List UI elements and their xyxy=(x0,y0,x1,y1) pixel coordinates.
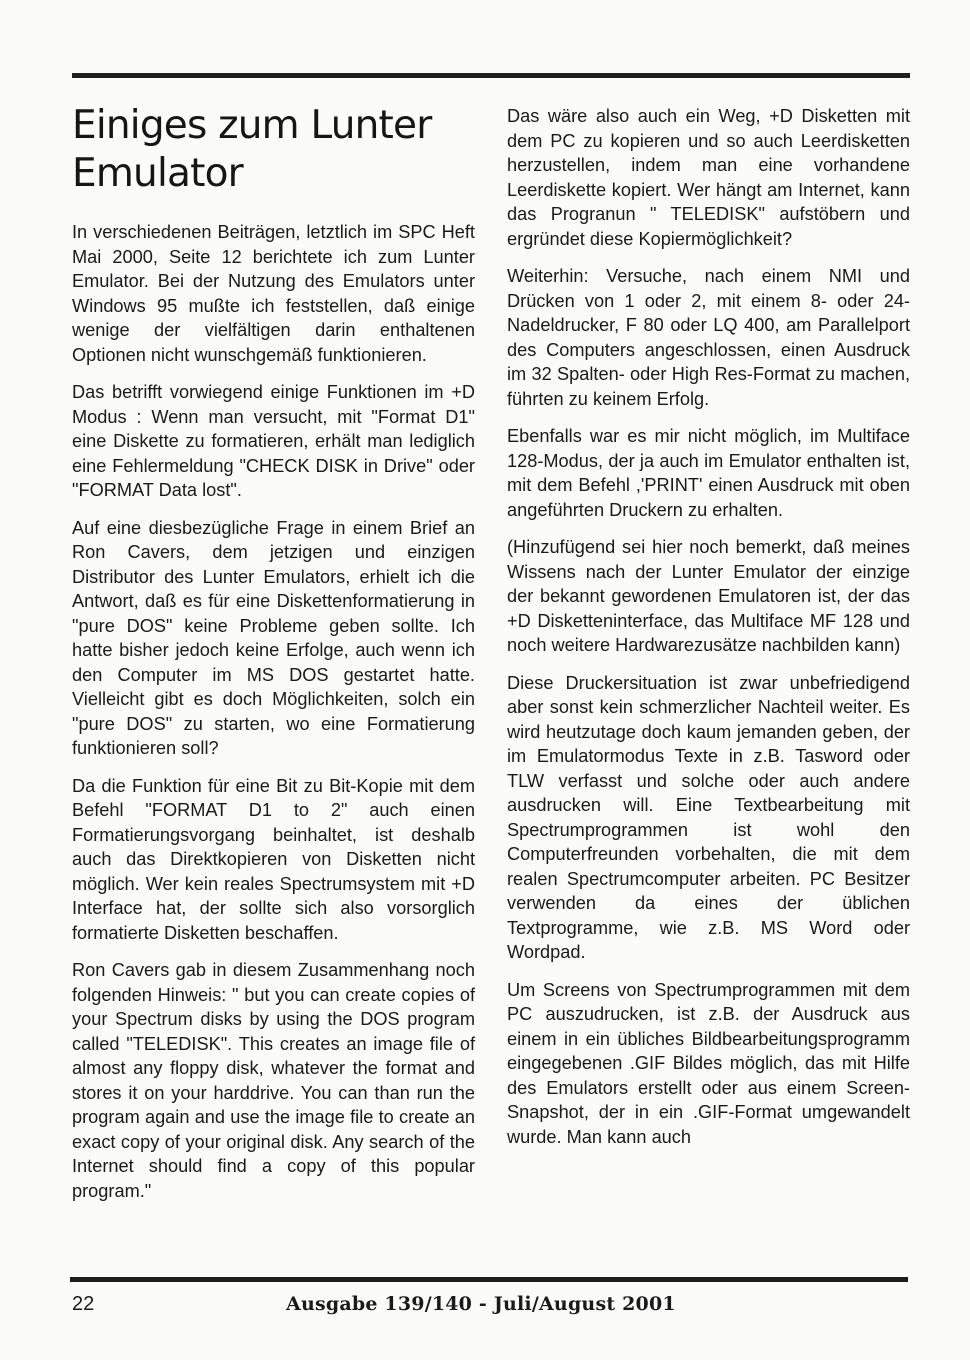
page-number: 22 xyxy=(72,1293,95,1315)
article-title: Einiges zum Lunter Emulator xyxy=(72,103,432,196)
paragraph: In verschiedenen Beiträgen, letztlich im SPC Heft Mai 2000, Seite 12 berichtete ich zum Lunter Emulator. Bei der Nutzung des Emulators unter Windows 95 mußte ich feststellen, daß einige wenige der vielfältigen darin enthaltenen Optionen nicht wunschgemäß funktionieren. xyxy=(72,222,475,365)
footer-rule xyxy=(70,1277,908,1282)
paragraph: Um Screens von Spectrumprogrammen mit dem PC auszudrucken, ist z.B. der Ausdruck aus einem in ein übliches Bildbearbeitungsprogramm eingegebenen .GIF Bildes möglich, das mit Hilfe des Emulators erstellt oder aus einem Screen-Snapshot, der in ein .GIF-Format umgewandelt wurde. Man kann auch xyxy=(507,979,910,1147)
paragraph: Ebenfalls war es mir nicht möglich, im Multiface 128-Modus, der ja auch im Emulator enthalten ist, mit dem Befehl ,'PRINT' einen Ausdruck mit oben angeführten Druckern zu erhalten. xyxy=(507,426,910,520)
paragraph: Diese Druckersituation ist zwar unbefriedigend aber sonst kein schmerzlicher Nachteil weiter. Es wird heutzutage doch kaum jemanden geben, der im Emulatormodus Texte in z.B. Tasword oder TLW verfasst und solche oder auch andere ausdrucken will. Eine Textbearbeitung mit Spectrumprogrammen ist wohl den Computerfreunden vorbehalten, die mit dem realen Spectrumcomputer arbeiten. PC Besitzer verwenden da eines der üblichen Textprogramme, wie z.B. MS Word oder Wordpad. xyxy=(507,672,910,962)
left-column xyxy=(72,102,475,1216)
paragraph: Ron Cavers gab in diesem Zusammenhang noch folgenden Hinweis: " but you can create copies of your Spectrum disks by using the DOS program called "TELEDISK". This creates an image file of almost any floppy disk, whatever the format and stores it on your harddrive. You can than run the program again and use the image file to create an exact copy of your original disk. Any search of the Internet should find a copy of this popular program." xyxy=(72,960,475,1201)
paragraph: Auf eine diesbezügliche Frage in einem Brief an Ron Cavers, dem jetzigen und einzigen Distributor des Lunter Emulators, erhielt ich die Antwort, daß es für eine Diskettenformatierung in "pure DOS" keine Probleme geben sollte. Ich hatte bisher jedoch keine Erfolge, auch wenn ich den Computer im MS DOS gestartet hatte. Vielleicht gibt es doch Möglichkeiten, solch ein "pure DOS" zu starten, wo eine Formatierung funktionieren soll? xyxy=(72,517,475,758)
paragraph: Das wäre also auch ein Weg, +D Disketten mit dem PC zu kopieren und so auch Leerdisketten herzustellen, indem man eine vorhandene Leerdiskette kopiert. Wer hängt am Internet, kann das Progranun " TELEDISK" aufstöbern und ergründet diese Kopiermöglichkeit? xyxy=(507,106,910,249)
paragraph: Das betrifft vorwiegend einige Funktionen im +D Modus : Wenn man versucht, mit "Format D1" eine Diskette zu formatieren, erhält man lediglich eine Fehlermeldung "CHECK DISK in Drive" oder "FORMAT Data lost". xyxy=(72,382,475,500)
paragraph: (Hinzufügend sei hier noch bemerkt, daß meines Wissens nach der Lunter Emulator der einzige der bekannt gewordenen Emulatoren ist, der das +D Disketteninterface, das Multiface MF 128 und noch weitere Hardwarezusätze nachbilden kann) xyxy=(507,537,910,655)
paragraph: Weiterhin: Versuche, nach einem NMI und Drücken von 1 oder 2, mit einem 8- oder 24-Nadeldrucker, F 80 oder LQ 400, am Parallelport des Computers angeschlossen, einen Ausdruck im 32 Spalten- oder High Res-Format zu machen, führten zu keinem Erfolg. xyxy=(507,266,910,409)
header-rule xyxy=(72,73,910,78)
right-column xyxy=(507,104,910,1162)
issue-label: Ausgabe 139/140 - Juli/August 2001 xyxy=(286,1293,676,1315)
paragraph: Da die Funktion für eine Bit zu Bit-Kopie mit dem Befehl "FORMAT D1 to 2" auch einen Formatierungsvorgang beinhaltet, ist deshalb auch das Direktkopieren von Disketten nicht möglich. Wer kein reales Spectrumsystem mit +D Interface hat, der sollte sich also vorsorglich formatierte Disketten beschaffen. xyxy=(72,775,475,943)
